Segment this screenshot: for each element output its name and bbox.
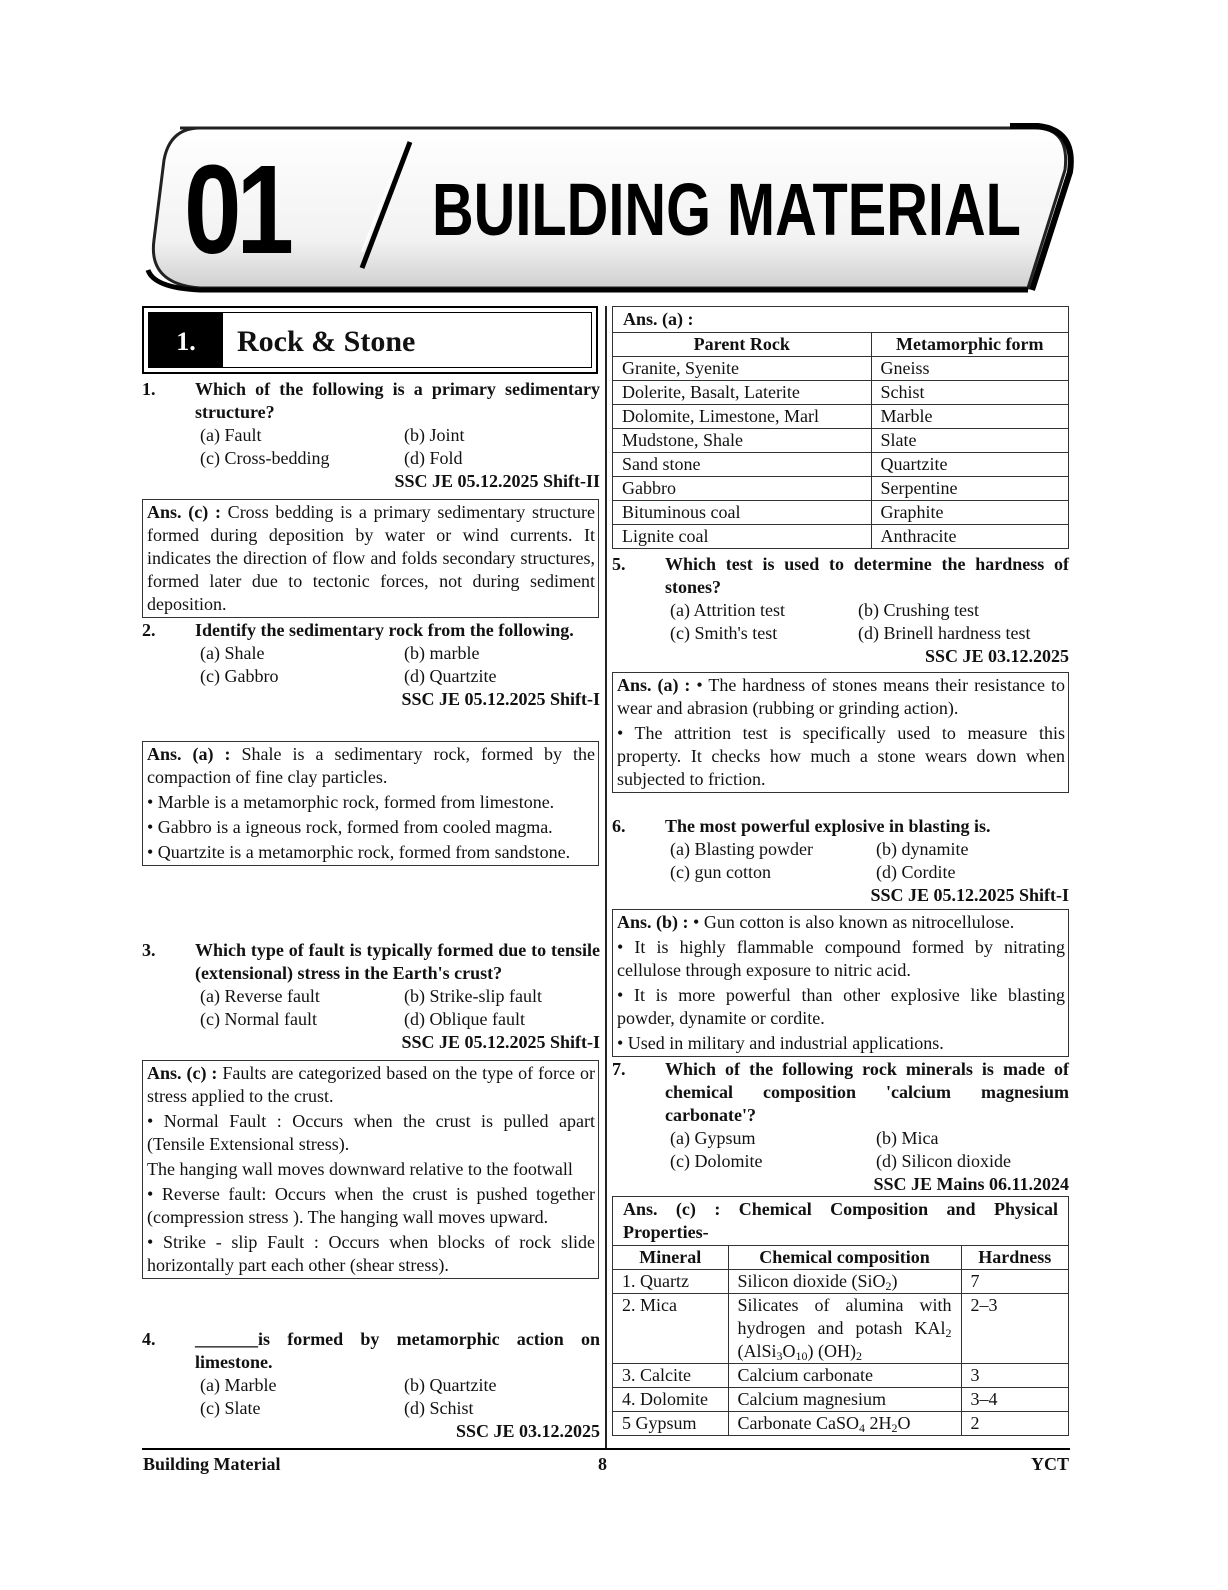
option-d[interactable]: (d) Silicon dioxide	[876, 1151, 1011, 1171]
question-text: Which of the following rock minerals is made of chemical composition 'calcium magnesium carbonate'?	[665, 1059, 1069, 1125]
question-number: 4.	[142, 1329, 156, 1349]
column-header: Chemical composition	[728, 1246, 961, 1270]
option-c[interactable]: (c) Gabbro	[200, 666, 279, 686]
answer-bullet: • It is highly flammable compound formed by nitrating cellulose through exposure to nitric acid.	[617, 937, 1065, 980]
answer-label: Ans. (c) :	[623, 1199, 721, 1219]
option-c[interactable]: (c) gun cotton	[670, 862, 771, 882]
answer-bullet: • Used in military and industrial applications.	[617, 1033, 944, 1053]
answer-text: • The hardness of stones means their resistance to wear and abrasion (rubbing or grinding action).	[617, 675, 1066, 718]
exam-source: SSC JE 03.12.2025	[455, 1421, 600, 1441]
option-c[interactable]: (c) Slate	[200, 1398, 261, 1418]
options	[200, 424, 600, 470]
options	[670, 599, 1069, 645]
option-a[interactable]: (a) Shale	[200, 643, 265, 663]
blank: _______	[195, 1329, 258, 1349]
chapter-banner	[140, 120, 1080, 298]
table-row: Gabbro Serpentine	[613, 477, 1068, 501]
column-header: Hardness	[961, 1246, 1068, 1270]
option-a[interactable]: (a) Blasting powder	[670, 839, 813, 859]
answer-3	[142, 1060, 599, 1279]
options	[670, 1127, 1069, 1173]
question-number: 6.	[612, 816, 626, 836]
question-text: _______is formed by metamorphic action on limestone.	[195, 1329, 600, 1372]
answer-7	[612, 1196, 1069, 1436]
answer-line: The hanging wall moves downward relative to the footwall	[147, 1159, 573, 1179]
table-row: Dolomite, Limestone, Marl Marble	[613, 405, 1068, 429]
chapter-number: 01	[184, 139, 290, 280]
table-row: 2. Mica Silicates of alumina with hydrogen and potash KAl$_2$ $(AlSi_3O_{10})$ $(OH)_2$ 2–3	[613, 1294, 1068, 1364]
option-b[interactable]: (b) Mica	[876, 1128, 939, 1148]
column-header: Parent Rock	[613, 333, 871, 357]
exam-source: SSC JE 03.12.2025	[924, 646, 1069, 666]
option-b[interactable]: (b) Joint	[404, 425, 465, 445]
table-header-row	[613, 1246, 1068, 1270]
question-number: 5.	[612, 554, 626, 574]
question-number: 1.	[142, 379, 156, 399]
option-b[interactable]: (b) dynamite	[876, 839, 969, 859]
exam-source: SSC JE Mains 06.11.2024	[873, 1174, 1069, 1194]
answer-label: Ans. (b) :	[617, 912, 689, 932]
question-3-block	[142, 939, 600, 1054]
answer-bullet: • It is more powerful than other explosive like blasting powder, dynamite or cordite.	[617, 985, 1065, 1028]
answer-2	[142, 741, 599, 866]
option-d[interactable]: (d) Cordite	[876, 862, 956, 882]
answer-label: Ans. (a) :	[147, 744, 231, 764]
options	[200, 1374, 600, 1420]
table-row: 1. Quartz Silicon dioxide (SiO$_2$) 7	[613, 1270, 1068, 1294]
question-number: 2.	[142, 620, 156, 640]
answer-bullet: • Quartzite is a metamorphic rock, formed from sandstone.	[147, 842, 571, 862]
question-2-block	[142, 619, 600, 711]
footer-book-title: Building Material	[143, 1454, 281, 1474]
exam-source: SSC JE 05.12.2025 Shift-I	[870, 885, 1069, 905]
option-a[interactable]: (a) Reverse fault	[200, 986, 320, 1006]
options	[200, 642, 600, 688]
answer-intro: Chemical Composition and Physical Properties-	[623, 1199, 1058, 1242]
page-number: 8	[598, 1454, 607, 1474]
answer-text: • Gun cotton is also known as nitrocellulose.	[688, 912, 1015, 932]
table-row: 3. Calcite Calcium carbonate 3	[613, 1364, 1068, 1388]
answer-bullet: • Marble is a metamorphic rock, formed from limestone.	[147, 792, 555, 812]
metamorphic-table	[613, 332, 1068, 548]
question-5-block	[612, 553, 1069, 668]
option-b[interactable]: (b) Strike-slip fault	[404, 986, 542, 1006]
option-d[interactable]: (d) Schist	[404, 1398, 474, 1418]
options	[200, 985, 600, 1031]
option-b[interactable]: (b) Quartzite	[404, 1375, 497, 1395]
question-text: The most powerful explosive in blasting is.	[665, 816, 991, 836]
question-4-block	[142, 1328, 600, 1443]
answer-label: Ans. (c) :	[147, 502, 221, 522]
table-row: Granite, Syenite Gneiss	[613, 357, 1068, 381]
table-row: Mudstone, Shale Slate	[613, 429, 1068, 453]
option-a[interactable]: (a) Gypsum	[670, 1128, 756, 1148]
footer-publisher: YCT	[1030, 1454, 1069, 1474]
question-text: Identify the sedimentary rock from the following.	[195, 620, 574, 640]
chapter-title: BUILDING MATERIAL	[432, 168, 1021, 251]
exam-source: SSC JE 05.12.2025 Shift-I	[401, 689, 600, 709]
question-number: 7.	[612, 1059, 626, 1079]
answer-text: Faults are categorized based on the type of force or stress applied to the crust.	[147, 1063, 595, 1106]
table-header-row	[613, 333, 1068, 357]
section-header	[142, 306, 598, 374]
answer-text: Shale is a sedimentary rock, formed by the compaction of fine clay particles.	[147, 744, 595, 787]
column-header: Metamorphic form	[871, 333, 1068, 357]
table-row: 4. Dolomite Calcium magnesium 3–4	[613, 1388, 1068, 1412]
option-a[interactable]: (a) Attrition test	[670, 600, 785, 620]
option-a[interactable]: (a) Fault	[200, 425, 262, 445]
question-7-block	[612, 1058, 1069, 1196]
option-d[interactable]: (d) Oblique fault	[404, 1009, 525, 1029]
table-row: Lignite coal Anthracite	[613, 525, 1068, 549]
answer-label: Ans. (a) :	[617, 675, 691, 695]
option-a[interactable]: (a) Marble	[200, 1375, 277, 1395]
option-d[interactable]: (d) Quartzite	[404, 666, 497, 686]
question-text: Which of the following is a primary sedimentary structure?	[195, 379, 600, 422]
table-row: 5 Gypsum Carbonate CaSO$_4$ $2H_2O$ 2	[613, 1412, 1068, 1436]
answer-bullet: • Gabbro is a igneous rock, formed from cooled magma.	[147, 817, 553, 837]
exam-source: SSC JE 05.12.2025 Shift-I	[401, 1032, 600, 1052]
question-number: 3.	[142, 940, 156, 960]
column-header: Mineral	[613, 1246, 728, 1270]
answer-4	[612, 306, 1069, 549]
option-c[interactable]: (c) Dolomite	[670, 1151, 763, 1171]
answer-text: Cross bedding is a primary sedimentary structure formed during deposition by water or wind currents. It indicates the direction of flow and folds secondary structures, formed later due to tectonic forces, not during sediment deposition.	[147, 502, 595, 614]
table-row: Sand stone Quartzite	[613, 453, 1068, 477]
section-number: 1.	[149, 313, 223, 367]
option-c[interactable]: (c) Cross-bedding	[200, 448, 330, 468]
answer-label: Ans. (c) :	[147, 1063, 218, 1083]
answer-bullet: • Normal Fault : Occurs when the crust is pulled apart (Tensile Extensional stress).	[147, 1111, 595, 1154]
option-c[interactable]: (c) Normal fault	[200, 1009, 317, 1029]
answer-5	[612, 672, 1069, 793]
option-b[interactable]: (b) marble	[404, 643, 480, 663]
answer-bullet: • Reverse fault: Occurs when the crust is pushed together (compression stress ). The hanging wall moves upward.	[147, 1184, 595, 1227]
answer-label: Ans. (a) :	[623, 309, 694, 329]
answer-1	[142, 499, 599, 618]
option-d[interactable]: (d) Brinell hardness test	[858, 623, 1031, 643]
answer-6	[612, 909, 1069, 1057]
question-6-block	[612, 815, 1069, 907]
table-row: Bituminous coal Graphite	[613, 501, 1068, 525]
exam-source: SSC JE 05.12.2025 Shift-II	[394, 471, 600, 491]
column-divider	[605, 306, 607, 1450]
answer-bullet: • The attrition test is specifically used to measure this property. It checks how much a stone wears down when subjected to friction.	[617, 723, 1065, 789]
section-title: Rock & Stone	[237, 325, 416, 358]
mineral-table	[613, 1245, 1068, 1435]
footer-rule	[142, 1448, 1070, 1450]
options	[670, 838, 1069, 884]
answer-bullet: • Strike - slip Fault : Occurs when blocks of rock slide horizontally part each other (shear stress).	[147, 1232, 595, 1275]
question-text: Which type of fault is typically formed due to tensile (extensional) stress in the Earth's crust?	[195, 940, 600, 983]
table-row: Dolerite, Basalt, Laterite Schist	[613, 381, 1068, 405]
question-1-block	[142, 378, 600, 493]
option-d[interactable]: (d) Fold	[404, 448, 463, 468]
option-b[interactable]: (b) Crushing test	[858, 600, 979, 620]
option-c[interactable]: (c) Smith's test	[670, 623, 778, 643]
question-text: Which test is used to determine the hardness of stones?	[665, 554, 1069, 597]
